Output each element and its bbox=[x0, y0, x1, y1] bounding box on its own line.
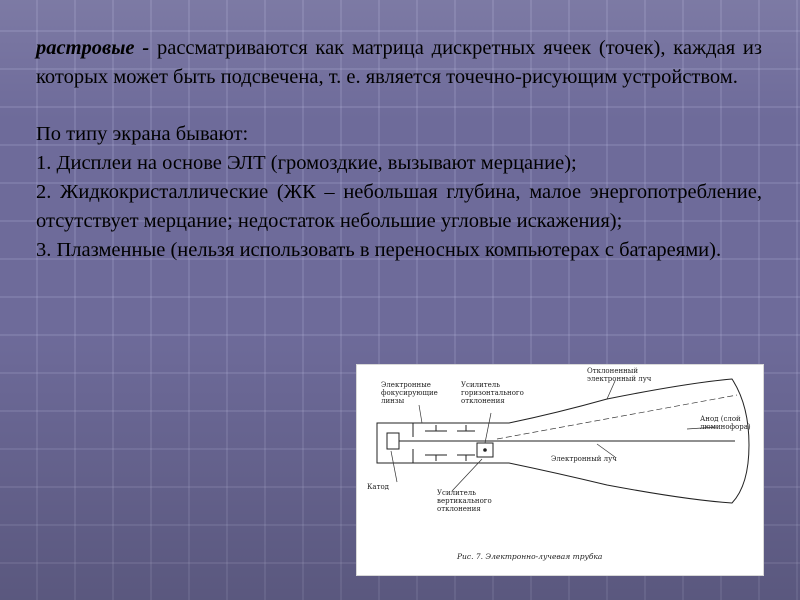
label-beam: Электронный луч bbox=[551, 455, 617, 463]
label-cathode: Катод bbox=[367, 483, 389, 491]
slide-text bbox=[36, 34, 762, 265]
label-anode: Анод (слой люминофора) bbox=[700, 415, 751, 431]
label-deflected-beam: Отклоненный электронный луч bbox=[587, 367, 652, 383]
label-vertical: Усилитель вертикального отклонения bbox=[437, 489, 492, 513]
deflection-box-dot bbox=[483, 448, 487, 452]
type-item-lcd: 2. Жидкокристаллические (ЖК – небольшая глубина, малое энергопотребление, отсутствует мерцание; недостаток небольшие угловые искажения); bbox=[36, 181, 762, 232]
crt-diagram bbox=[356, 364, 764, 576]
figure-caption: Рис. 7. Электронно-лучевая трубка bbox=[457, 552, 603, 561]
type-item-plasma: 3. Плазменные (нельзя использовать в переносных компьютерах с батареями). bbox=[36, 239, 722, 261]
crt-diagram-svg bbox=[357, 365, 763, 575]
types-heading: По типу экрана бывают: bbox=[36, 123, 249, 145]
type-item-crt: 1. Дисплеи на основе ЭЛТ (громоздкие, вызывают мерцание); bbox=[36, 152, 577, 174]
term-raster: растровые bbox=[36, 37, 135, 59]
intro-paragraph bbox=[36, 34, 762, 92]
term-dash: - bbox=[134, 37, 157, 59]
intro-text: рассматриваются как матрица дискретных ячеек (точек), каждая из которых может быть подсвечена, т. е. является точечно-рисующим устройством. bbox=[36, 37, 762, 88]
cathode bbox=[387, 433, 399, 449]
label-horizontal: Усилитель горизонтального отклонения bbox=[461, 381, 524, 405]
label-focus: Электронные фокусирующие линзы bbox=[381, 381, 438, 405]
